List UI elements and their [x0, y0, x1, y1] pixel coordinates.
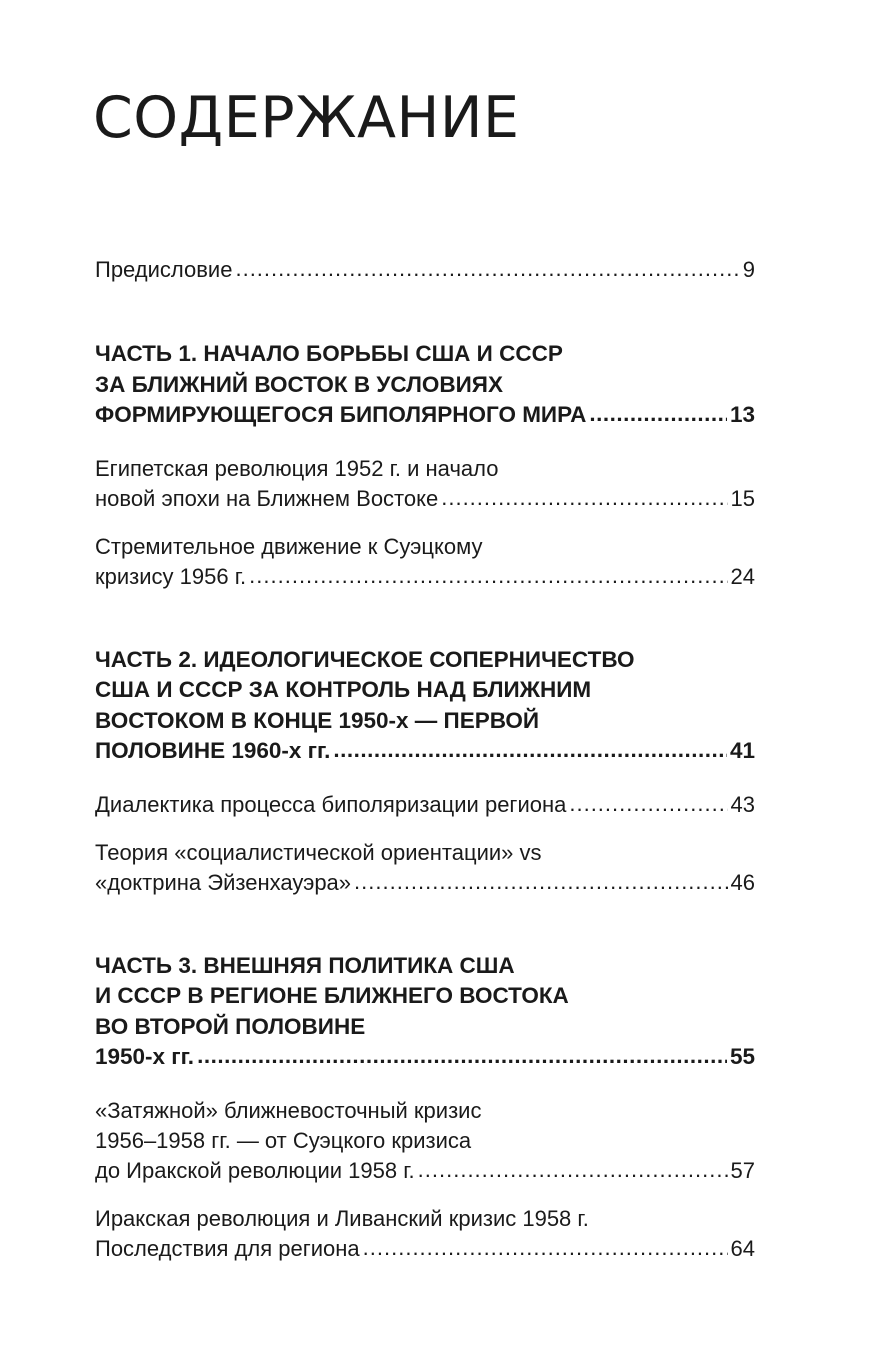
- toc-entry-chapter[interactable]: [95, 454, 755, 514]
- toc-entry-chapter[interactable]: [95, 1096, 755, 1186]
- entry-title-line: ЧАСТЬ 2. ИДЕОЛОГИЧЕСКОЕ СОПЕРНИЧЕСТВО: [95, 646, 635, 672]
- entry-title-line: Иракская революция и Ливанский кризис 1958 г.: [95, 1205, 589, 1231]
- entry-title: новой эпохи на Ближнем Востоке: [95, 485, 439, 511]
- page-number: 9: [742, 257, 755, 282]
- entry-title-line: 1956–1958 гг. — от Суэцкого кризиса: [95, 1127, 472, 1153]
- toc-entry-chapter[interactable]: [95, 1204, 755, 1264]
- entry-title-line: Стремительное движение к Суэцкому: [95, 533, 483, 559]
- entry-title-line: ВО ВТОРОЙ ПОЛОВИНЕ: [95, 1013, 366, 1039]
- page-number: 46: [730, 869, 755, 895]
- entry-title-line: ВОСТОКОМ В КОНЦЕ 1950-х — ПЕРВОЙ: [95, 707, 540, 733]
- entry-title: кризису 1956 г.: [95, 563, 247, 589]
- dot-leader: [441, 483, 727, 513]
- entry-title-line: «Затяжной» ближневосточный кризис: [95, 1097, 482, 1123]
- entry-title-line: ЗА БЛИЖНИЙ ВОСТОК В УСЛОВИЯХ: [95, 371, 503, 397]
- page-number: 41: [729, 738, 755, 763]
- entry-title: до Иракской революции 1958 г.: [95, 1157, 415, 1183]
- toc-entry-part-2[interactable]: [95, 645, 755, 767]
- entry-title: Предисловие: [95, 257, 233, 282]
- page-number: 43: [730, 791, 755, 817]
- dot-leader: [569, 789, 727, 819]
- entry-title-line: И СССР В РЕГИОНЕ БЛИЖНЕГО ВОСТОКА: [95, 983, 569, 1008]
- dot-leader: [363, 1233, 728, 1263]
- toc-entry-preface[interactable]: [95, 255, 755, 285]
- dot-leader: [589, 399, 727, 430]
- toc-entry-chapter[interactable]: [95, 532, 755, 592]
- entry-title-line: Теория «социалистической ориентации» vs: [95, 839, 542, 865]
- dot-leader: [418, 1155, 728, 1185]
- page-number: 13: [729, 402, 755, 427]
- toc-entry-part-3[interactable]: [95, 951, 755, 1073]
- dot-leader: [235, 254, 739, 284]
- dot-leader: [354, 867, 727, 897]
- dot-leader: [249, 561, 727, 591]
- page-title: СОДЕРЖАНИЕ: [93, 85, 520, 151]
- entry-title: ФОРМИРУЮЩЕГОСЯ БИПОЛЯРНОГО МИРА: [95, 402, 587, 427]
- page-number: 57: [730, 1157, 755, 1183]
- entry-title: 1950-х гг.: [95, 1044, 195, 1069]
- entry-title: Последствия для региона: [95, 1235, 360, 1261]
- entry-title-line: ЧАСТЬ 1. НАЧАЛО БОРЬБЫ США И СССР: [95, 341, 563, 366]
- entry-title: ПОЛОВИНЕ 1960-х гг.: [95, 738, 331, 763]
- entry-title: «доктрина Эйзенхауэра»: [95, 869, 352, 895]
- table-of-contents: [95, 255, 755, 1264]
- dot-leader: [197, 1041, 727, 1072]
- page-number: 64: [730, 1235, 755, 1261]
- dot-leader: [333, 735, 727, 766]
- entry-title-line: ЧАСТЬ 3. ВНЕШНЯЯ ПОЛИТИКА США: [95, 952, 515, 978]
- entry-title: Диалектика процесса биполяризации региона: [95, 791, 567, 817]
- toc-entry-chapter[interactable]: [95, 838, 755, 898]
- toc-entry-chapter[interactable]: [95, 790, 755, 820]
- entry-title-line: США И СССР ЗА КОНТРОЛЬ НАД БЛИЖНИМ: [95, 677, 592, 702]
- entry-title-line: Египетская революция 1952 г. и начало: [95, 455, 499, 481]
- toc-entry-part-1[interactable]: [95, 339, 755, 431]
- page-number: 24: [730, 563, 755, 589]
- page-number: 15: [730, 485, 755, 511]
- page-number: 55: [729, 1044, 755, 1069]
